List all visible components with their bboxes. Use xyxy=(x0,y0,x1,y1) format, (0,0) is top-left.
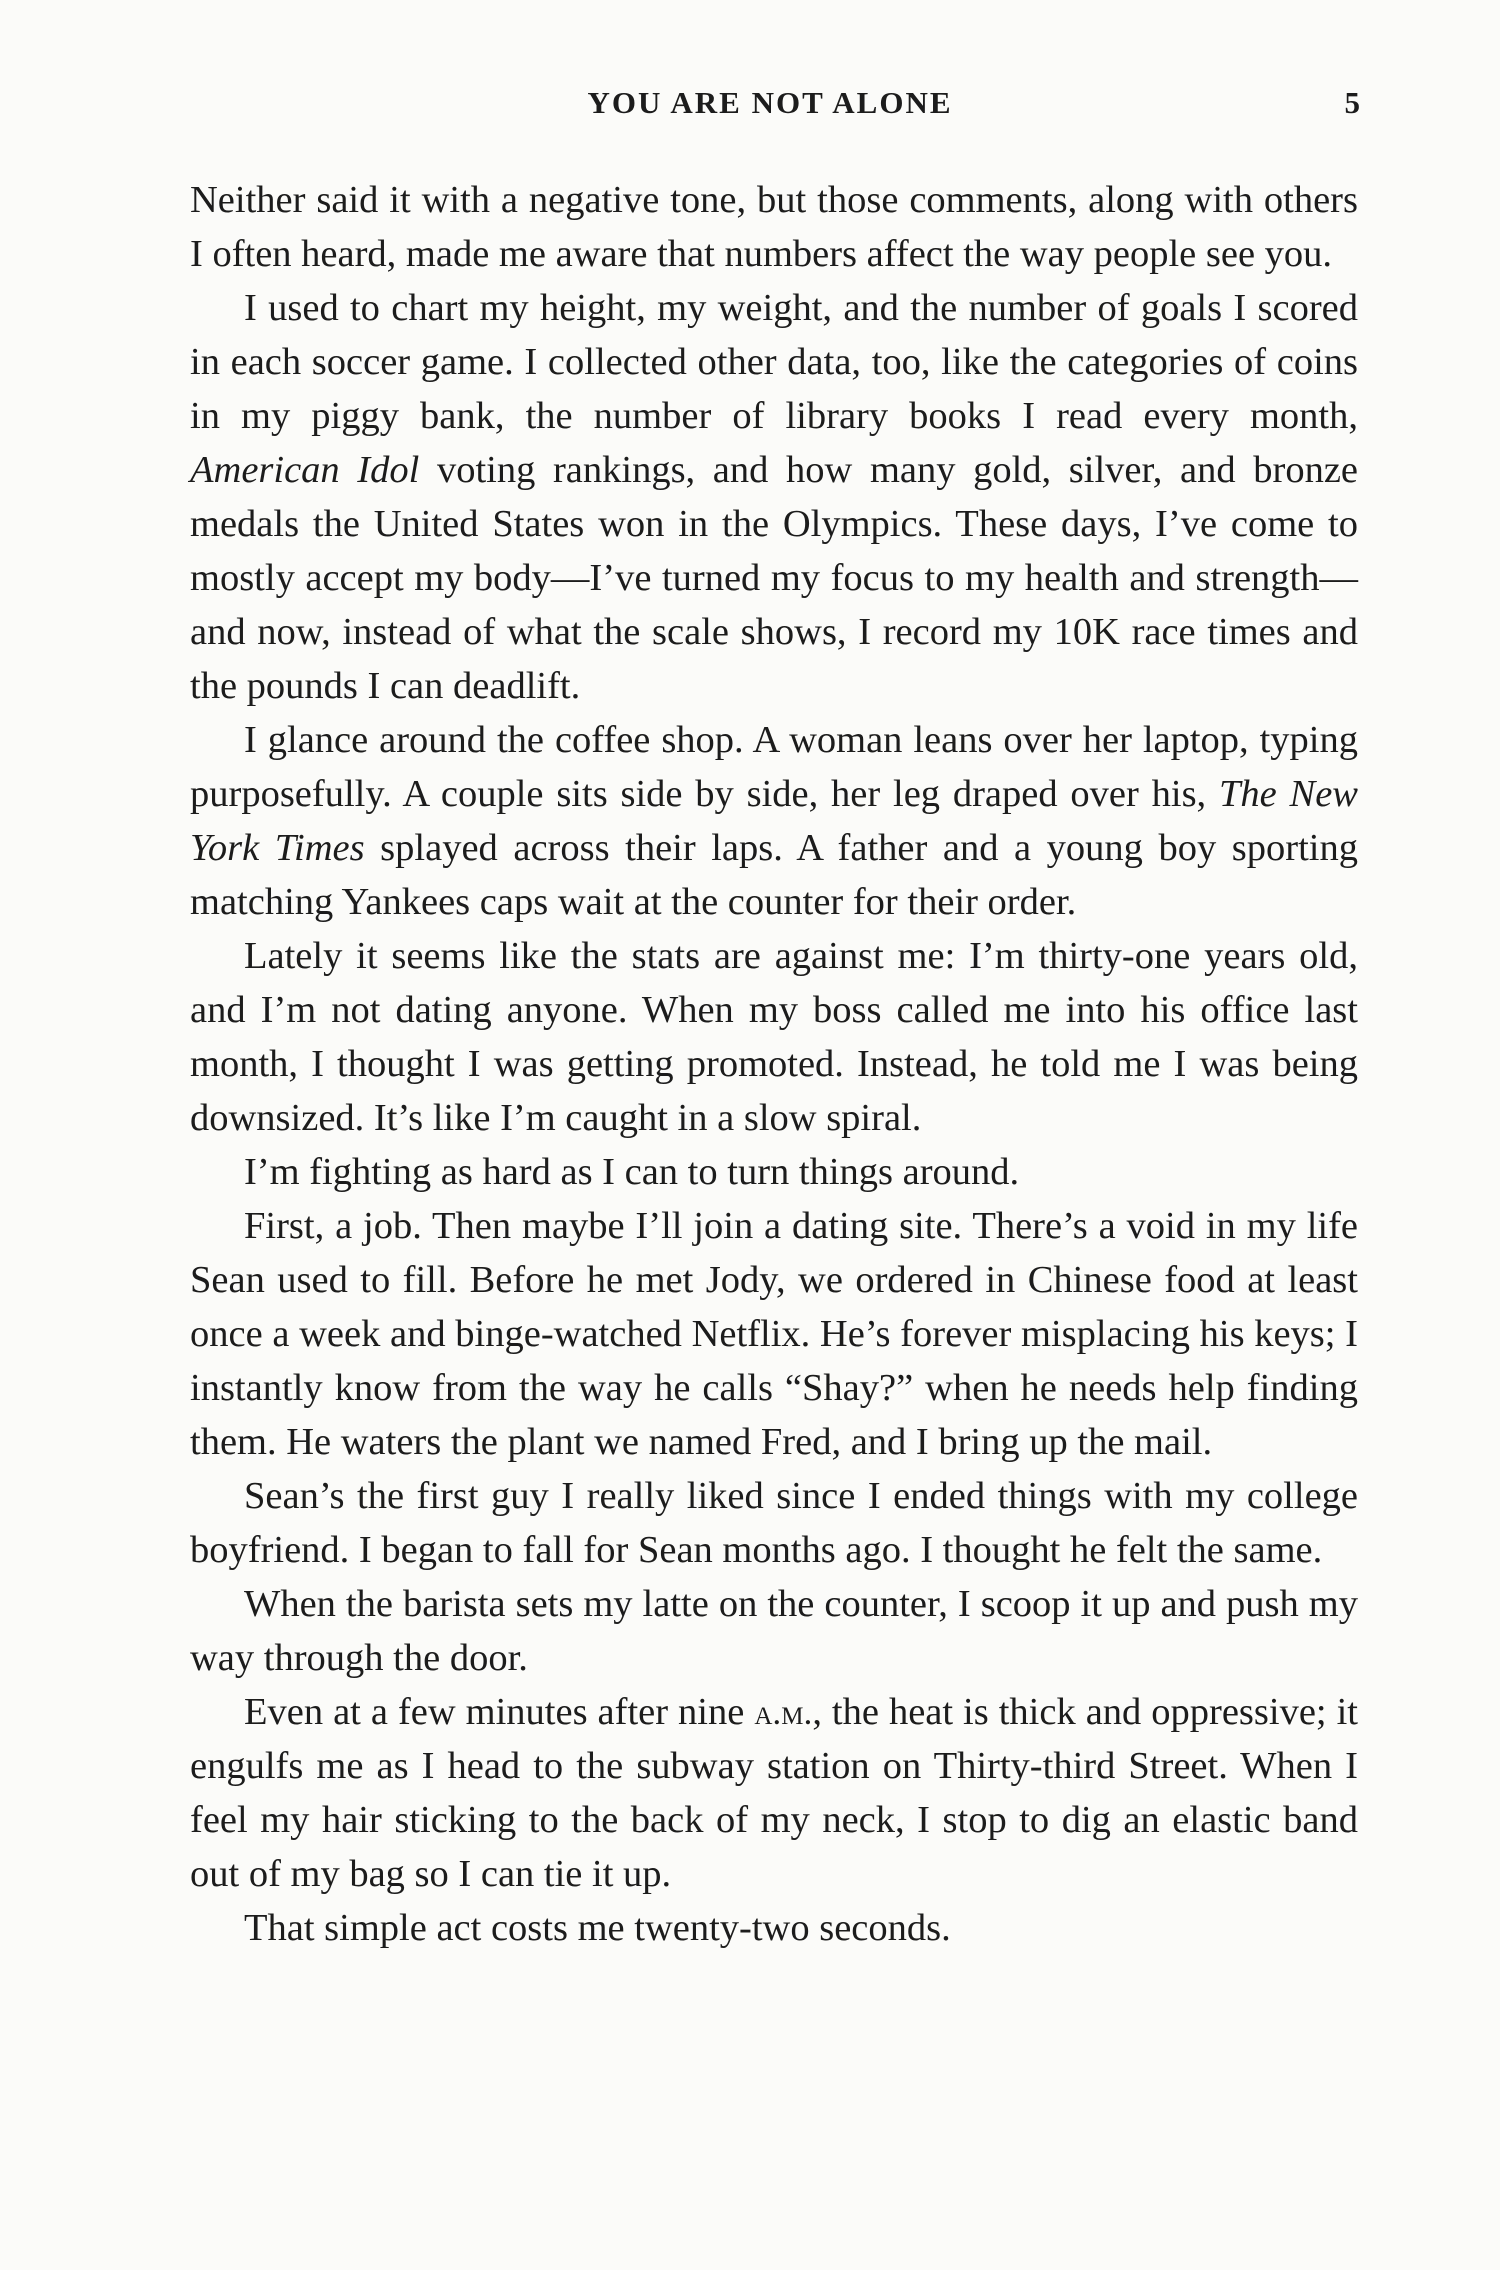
page-number: 5 xyxy=(1344,85,1360,120)
paragraph-5 xyxy=(190,1145,1358,1199)
paragraph-5-text: I’m fighting as hard as I can to turn things around. xyxy=(244,1151,1020,1193)
paragraph-9 xyxy=(190,1685,1358,1901)
paragraph-10 xyxy=(190,1901,1358,1955)
paragraph-9-small-caps: a.m. xyxy=(754,1692,813,1732)
paragraph-8-text: When the barista sets my latte on the counter, I scoop it up and push my way through the door. xyxy=(190,1583,1358,1679)
paragraph-1-text: Neither said it with a negative tone, but those comments, along with others I often heard, made me aware that numbers affect the way people see you. xyxy=(190,179,1358,275)
running-head xyxy=(190,78,1360,128)
paragraph-3-text-a: I glance around the coffee shop. A woman leans over her laptop, typing purposefully. A couple sits side by side, her leg draped over his, xyxy=(190,719,1358,815)
paragraph-2 xyxy=(190,281,1358,713)
paragraph-8 xyxy=(190,1577,1358,1685)
paragraph-7 xyxy=(190,1469,1358,1577)
paragraph-2-text-b: voting rankings, and how many gold, silver, and bronze medals the United States won in the Olympics. These days, I’ve come to mostly accept my body—I’ve turned my focus to my health and strength—and now, instead of what the scale shows, I record my 10K race times and the pounds I can deadlift. xyxy=(190,449,1358,707)
body-text xyxy=(190,173,1358,1955)
paragraph-6 xyxy=(190,1199,1358,1469)
paragraph-9-text-b: , the heat is thick and oppressive; it engulfs me as I head to the subway station on Thirty-third Street. When I feel my hair sticking to the back of my neck, I stop to dig an elastic band out of my bag so I can tie it up. xyxy=(190,1691,1358,1895)
paragraph-1 xyxy=(190,173,1358,281)
paragraph-6-text: First, a job. Then maybe I’ll join a dating site. There’s a void in my life Sean used to fill. Before he met Jody, we ordered in Chinese food at least once a week and binge-watched Netflix. He’s forever misplacing his keys; I instantly know from the way he calls “Shay?” when he needs help finding them. He waters the plant we named Fred, and I bring up the mail. xyxy=(190,1205,1358,1463)
paragraph-2-text-a: I used to chart my height, my weight, and the number of goals I scored in each soccer game. I collected other data, too, like the categories of coins in my piggy bank, the number of library books I read every month, xyxy=(190,287,1358,437)
paragraph-4-text: Lately it seems like the stats are against me: I’m thirty-one years old, and I’m not dating anyone. When my boss called me into his office last month, I thought I was getting promoted. Instead, he told me I was being downsized. It’s like I’m caught in a slow spiral. xyxy=(190,935,1358,1139)
paragraph-10-text: That simple act costs me twenty-two seconds. xyxy=(244,1907,951,1949)
paragraph-2-italic: American Idol xyxy=(190,449,420,491)
paragraph-9-text-a: Even at a few minutes after nine xyxy=(244,1691,755,1733)
paragraph-3-text-b: splayed across their laps. A father and a young boy sporting matching Yankees caps wait at the counter for their order. xyxy=(190,827,1358,923)
chapter-title: YOU ARE NOT ALONE xyxy=(587,85,953,120)
paragraph-7-text: Sean’s the first guy I really liked since I ended things with my college boyfriend. I began to fall for Sean months ago. I thought he felt the same. xyxy=(190,1475,1358,1571)
paragraph-3 xyxy=(190,713,1358,929)
paragraph-3-italic: The New York Times xyxy=(190,773,1358,869)
paragraph-4 xyxy=(190,929,1358,1145)
